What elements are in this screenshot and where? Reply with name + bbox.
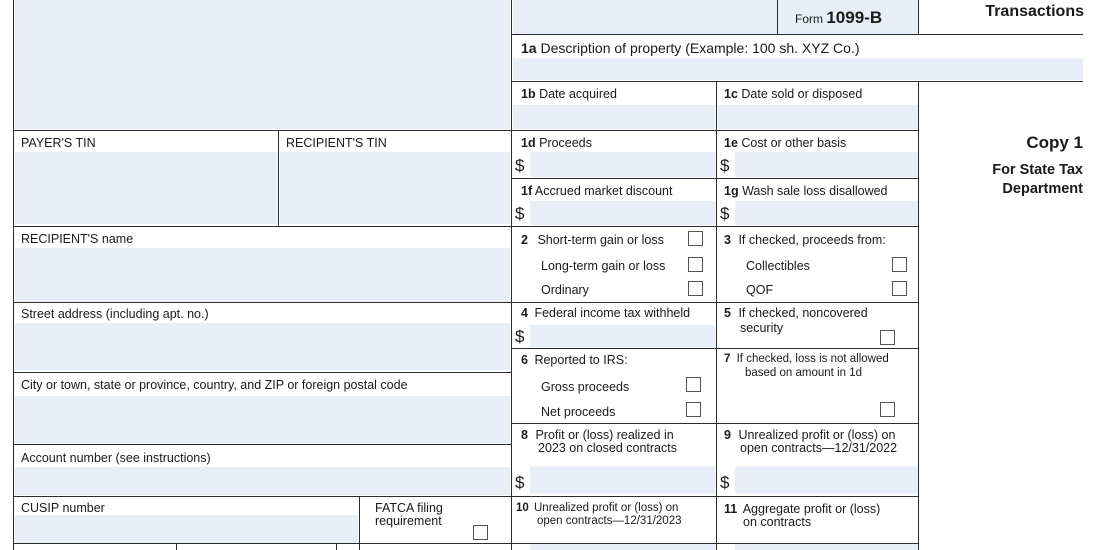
city-label: City or town, state or province, country, and ZIP or foreign postal code <box>21 378 408 392</box>
form-word: Form <box>795 12 823 26</box>
copy-label: Copy 1 <box>1026 133 1083 152</box>
box-1f-label <box>521 184 672 198</box>
box-1d-number: 1d <box>521 136 536 150</box>
collectibles-checkbox[interactable] <box>892 257 907 272</box>
box-9-number: 9 <box>724 428 731 442</box>
street-address-label: Street address (including apt. no.) <box>21 307 209 321</box>
hline-box8 <box>511 423 919 424</box>
box-1g-label <box>724 184 888 198</box>
vline-right-column <box>918 0 919 34</box>
box-8-text: Profit or (loss) realized in <box>535 428 674 442</box>
box-1c-number: 1c <box>724 87 738 101</box>
vline-right-boxes <box>918 82 919 550</box>
loss-not-allowed-checkbox[interactable] <box>880 402 895 417</box>
box-1f-number: 1f <box>521 184 533 198</box>
box-1b-number: 1b <box>521 87 536 101</box>
hline-payer-tin <box>13 130 919 131</box>
box-10-text-line2: open contracts—12/31/2023 <box>537 515 682 527</box>
box-5-text: If checked, noncovered <box>738 306 868 320</box>
box-6-label <box>521 353 628 367</box>
account-number-field[interactable] <box>15 467 510 495</box>
box-1d-field[interactable] <box>530 152 715 177</box>
net-proceeds-checkbox[interactable] <box>686 402 701 417</box>
short-term-checkbox[interactable] <box>688 231 703 246</box>
box-1c-label <box>724 87 862 101</box>
box-7-text-line2: based on amount in 1d <box>745 367 863 379</box>
box-8-field[interactable] <box>530 466 715 494</box>
hline-box6 <box>511 348 919 349</box>
box-1g-dollar: $ <box>720 204 730 223</box>
box-1e-text: Cost or other basis <box>741 136 847 150</box>
box-4-number: 4 <box>521 306 528 320</box>
box-10-number: 10 <box>516 502 529 514</box>
box-4-dollar: $ <box>515 327 525 346</box>
box-1e-label <box>724 136 846 150</box>
hline-1d <box>511 178 919 179</box>
account-number-label: Account number (see instructions) <box>21 451 211 465</box>
box-5-text-line2: security <box>740 321 784 335</box>
box-1e-dollar: $ <box>720 156 730 175</box>
hline-top-right <box>511 34 1083 35</box>
recipient-tin-label: RECIPIENT'S TIN <box>286 136 387 150</box>
box-4-label <box>521 306 690 320</box>
box-10-label <box>516 502 678 515</box>
cusip-field[interactable] <box>15 515 358 543</box>
box-2-ordinary-text: Ordinary <box>541 283 589 297</box>
form-number: 1099-B <box>826 8 883 27</box>
box-9-label <box>724 428 895 442</box>
box-1c-field[interactable] <box>718 105 918 129</box>
hline-bottom <box>13 543 919 544</box>
fatca-label-line1: FATCA filing <box>375 501 443 515</box>
box-1g-text: Wash sale loss disallowed <box>742 184 888 198</box>
vline-box-split <box>716 82 717 550</box>
box-3-collectibles-text: Collectibles <box>746 259 810 273</box>
box-11-label <box>724 502 880 516</box>
qof-checkbox[interactable] <box>892 281 907 296</box>
box-9-text-line2: open contracts—12/31/2022 <box>740 441 898 455</box>
box-1f-text: Accrued market discount <box>534 184 673 198</box>
recipient-name-field[interactable] <box>15 248 510 302</box>
box-11-text: Aggregate profit or (loss) <box>742 502 881 516</box>
box-1e-number: 1e <box>724 136 738 150</box>
fatca-label-line2: requirement <box>375 514 442 528</box>
vline-left-edge <box>13 0 14 550</box>
box-1e-field[interactable] <box>735 152 918 177</box>
box-1c-text: Date sold or disposed <box>741 87 863 101</box>
box-11-text-line2: on contracts <box>743 515 812 529</box>
hline-street <box>13 302 919 303</box>
box-10-field[interactable] <box>530 543 715 550</box>
box-10-text: Unrealized profit or (loss) on <box>534 502 679 514</box>
box-1a-number: 1a <box>521 40 537 56</box>
recipient-tin-field[interactable] <box>280 152 510 224</box>
hline-account <box>13 444 511 445</box>
box-3-qof-text: QOF <box>746 283 774 297</box>
box-1b-label <box>521 87 617 101</box>
street-address-field[interactable] <box>15 323 510 370</box>
box-6-gross-text: Gross proceeds <box>541 380 630 394</box>
hline-city <box>13 372 511 373</box>
box-9-text: Unrealized profit or (loss) on <box>738 428 896 442</box>
box-7-text: If checked, loss is not allowed <box>736 353 889 365</box>
box-3-number: 3 <box>724 233 731 247</box>
box-6-text: Reported to IRS: <box>534 353 628 367</box>
box-1g-field[interactable] <box>735 201 918 225</box>
box-8-dollar: $ <box>515 473 525 492</box>
box-1a-text: Description of property (Example: 100 sh. XYZ Co.) <box>540 40 860 56</box>
box-1d-label <box>521 136 592 150</box>
hline-recipient-name <box>13 226 919 227</box>
ordinary-checkbox[interactable] <box>688 281 703 296</box>
box-1b-field[interactable] <box>513 105 715 129</box>
box-1f-field[interactable] <box>530 201 715 225</box>
recipient-name-label: RECIPIENT'S name <box>21 232 134 246</box>
box-2-number: 2 <box>521 233 528 247</box>
copy-for-state: For State Tax <box>992 162 1083 178</box>
form-title-fragment: Transactions <box>985 3 1084 20</box>
fatca-checkbox[interactable] <box>473 525 488 540</box>
box-1f-dollar: $ <box>515 204 525 223</box>
noncovered-checkbox[interactable] <box>880 330 895 345</box>
box-1d-dollar: $ <box>515 156 525 175</box>
payer-tin-field[interactable] <box>15 152 277 224</box>
vline-bottom-b <box>336 544 337 550</box>
payer-info-field[interactable] <box>15 0 510 129</box>
box-4-field[interactable] <box>530 325 715 347</box>
box-9-field[interactable] <box>735 466 918 494</box>
box-1d-text: Proceeds <box>539 136 592 150</box>
vline-middle <box>511 0 512 550</box>
payer-tin-label: PAYER'S TIN <box>21 136 96 150</box>
box-6-number: 6 <box>521 353 528 367</box>
box-1g-number: 1g <box>724 184 739 198</box>
city-field[interactable] <box>15 396 510 443</box>
box-4-text: Federal income tax withheld <box>534 306 691 320</box>
box-7-number: 7 <box>724 353 731 365</box>
box-8-text-line2: 2023 on closed contracts <box>538 441 677 455</box>
box-2-long-text: Long-term gain or loss <box>541 259 666 273</box>
box-7-label <box>724 353 889 366</box>
box-1b-text: Date acquired <box>539 87 617 101</box>
gross-proceeds-checkbox[interactable] <box>686 377 701 392</box>
hline-1a <box>511 81 1083 82</box>
box-8-number: 8 <box>521 428 528 442</box>
vline-bottom-a <box>176 544 177 550</box>
box-1a-field[interactable] <box>513 58 1083 80</box>
vline-tin-split <box>278 130 279 226</box>
box-3-label <box>724 233 886 247</box>
long-term-checkbox[interactable] <box>688 257 703 272</box>
copy-department: Department <box>1002 181 1083 197</box>
box-9-dollar: $ <box>720 473 730 492</box>
box-5-label <box>724 306 868 320</box>
box-3-text: If checked, proceeds from: <box>738 233 886 247</box>
box-5-number: 5 <box>724 306 731 320</box>
box-11-number: 11 <box>724 502 738 516</box>
box-2-label <box>521 233 664 247</box>
cusip-label: CUSIP number <box>21 501 105 515</box>
form-label <box>795 8 883 27</box>
vline-form-number <box>777 0 778 34</box>
box-1a-label <box>521 40 860 56</box>
box-8-label <box>521 428 674 442</box>
hline-cusip <box>13 496 919 497</box>
box-11-field[interactable] <box>735 543 918 550</box>
box-2-short-text: Short-term gain or loss <box>537 233 664 247</box>
box-6-net-text: Net proceeds <box>541 405 616 419</box>
